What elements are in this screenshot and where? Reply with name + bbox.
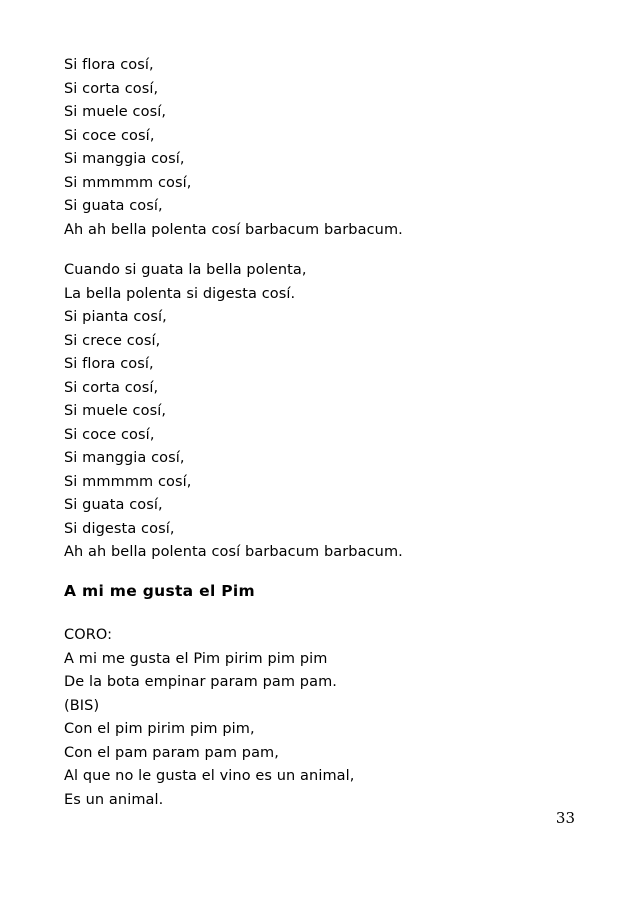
stanza-chorus (64, 624, 584, 812)
lyric-line: (BIS) (64, 697, 100, 714)
lyric-line: Si guata cosí, (64, 497, 163, 513)
lyric-line: Con el pim pirim pim pim, (64, 721, 255, 737)
lyric-line: CORO: (64, 627, 113, 643)
lyric-line: Si manggia cosí, (64, 450, 185, 466)
lyric-line: Si corta cosí, (64, 80, 159, 97)
lyric-line: De la bota empinar param pam pam. (64, 674, 338, 690)
lyric-line: Si muele cosí, (64, 403, 167, 419)
lyric-line: Si manggia cosí, (64, 151, 185, 167)
lyric-line: Con el pam param pam pam, (64, 744, 279, 761)
lyric-line: Si mmmmm cosí, (64, 174, 192, 191)
page-number: 33 (555, 809, 575, 827)
lyric-line: Si guata cosí, (64, 198, 163, 214)
lyric-line: Si corta cosí, (64, 379, 159, 396)
lyric-line: Ah ah bella polenta cosí barbacum barbacum. (64, 544, 403, 560)
lyric-line: Ah ah bella polenta cosí barbacum barbacum. (64, 221, 403, 238)
song-title: A mi me gusta el Pim (64, 582, 255, 600)
stanza-polenta-part-2 (64, 259, 584, 565)
lyric-line: Es un animal. (64, 791, 164, 808)
lyric-line: Si flora cosí, (64, 356, 154, 372)
lyric-line: Si coce cosí, (64, 127, 155, 144)
lyric-line: Si flora cosí, (64, 57, 154, 73)
lyric-line: Cuando si guata la bella polenta, (64, 262, 307, 278)
lyric-line: Si pianta cosí, (64, 309, 167, 325)
lyric-line: Si mmmmm cosí, (64, 473, 192, 490)
lyric-line: Si digesta cosí, (64, 520, 175, 537)
lyric-line: La bella polenta si digesta cosí. (64, 285, 296, 302)
lyric-line: Si crece cosí, (64, 332, 161, 349)
stanza-polenta-part-1 (64, 54, 584, 242)
lyric-line: Si coce cosí, (64, 426, 155, 443)
lyric-line: Si muele cosí, (64, 104, 167, 120)
lyric-line: A mi me gusta el Pim pirim pim pim (64, 650, 328, 667)
lyric-line: Al que no le gusta el vino es un animal, (64, 768, 355, 784)
